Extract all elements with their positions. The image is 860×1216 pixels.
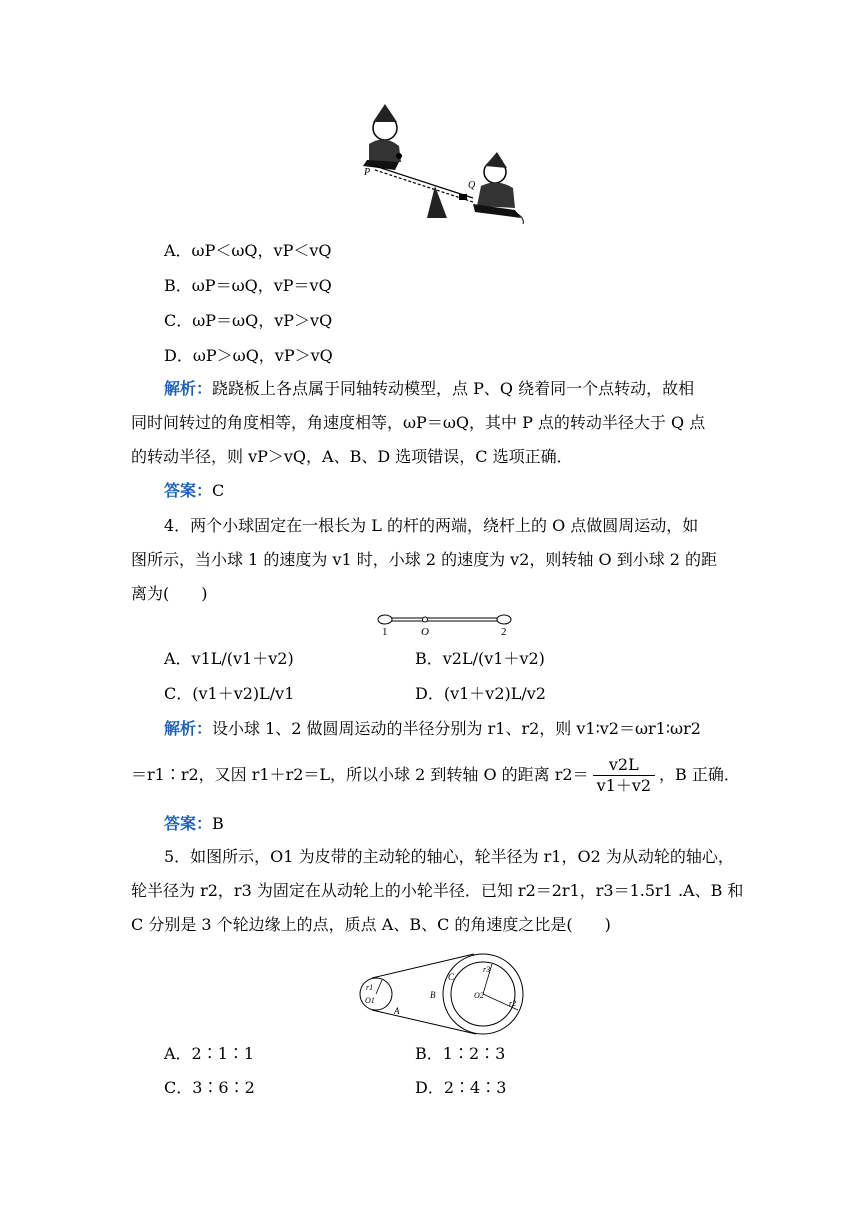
q4-answer	[164, 812, 224, 836]
pulley-label-o2: O2	[474, 991, 484, 1000]
q3-analysis-line-2: 同时间转过的角度相等，角速度相等，ωP＝ωQ，其中 P 点的转动半径大于 Q 点	[131, 413, 706, 432]
q3-analysis-line-1	[164, 377, 694, 401]
q4-analysis-text-3: ，B 正确．	[659, 765, 740, 784]
rod-label-1: 1	[382, 626, 388, 638]
q5-option-b: B．1∶2∶3	[415, 1044, 506, 1063]
q4-analysis-text-1: 设小球 1、2 做圆周运动的半径分别为 r1、r2，则 v1∶v2＝ωr1∶ωr2	[212, 719, 701, 738]
q4-option-b: B．v2L/(v1＋v2)	[415, 649, 545, 668]
q3-analysis-text-1: 跷跷板上各点属于同轴转动模型，点 P、Q 绕着同一个点转动，故相	[212, 379, 695, 398]
rod-label-o: O	[421, 626, 429, 638]
q3-answer-label: 答案：	[164, 481, 213, 500]
q5-option-a: A．2∶1∶1	[164, 1044, 255, 1063]
rod-figure	[375, 609, 520, 641]
q4-answer-label: 答案：	[164, 814, 213, 833]
q5-stem-line-2: 轮半径为 r2，r3 为固定在从动轮上的小轮半径．已知 r2＝2r1，r3＝1.5r1 .A、B 和	[131, 881, 744, 900]
q3-analysis-label: 解析：	[164, 379, 213, 398]
q4-analysis-line-1	[164, 717, 701, 741]
q4-stem-line-2: 图所示，当小球 1 的速度为 v1 时，小球 2 的速度为 v2，则转轴 O 到小球 2 的距	[131, 550, 718, 569]
q4-analysis-line-2	[131, 751, 740, 799]
fraction-numerator: v2L	[593, 755, 655, 776]
q5-stem-line-1: 5．如图所示，O1 为皮带的主动轮的轴心，轮半径为 r1，O2 为从动轮的轴心，	[164, 847, 734, 866]
pulley-label-a: A	[394, 1006, 400, 1016]
q4-analysis-text-2: ＝r1∶r2，又因 r1＋r2＝L，所以小球 2 到转轴 O 的距离 r2＝	[131, 765, 589, 784]
q4-analysis-label: 解析：	[164, 719, 213, 738]
q5-stem-line-3: C 分别是 3 个轮边缘上的点，质点 A、B、C 的角速度之比是( )	[131, 915, 611, 934]
pulley-label-r2: r2	[509, 999, 517, 1008]
q5-option-c: C．3∶6∶2	[164, 1078, 255, 1097]
q3-analysis-line-3: 的转动半径，则 vP＞vQ，A、B、D 选项错误，C 选项正确．	[131, 447, 573, 466]
r2-fraction	[593, 755, 655, 796]
label-q: Q	[468, 180, 476, 191]
q4-answer-value: B	[212, 814, 224, 833]
seesaw-figure	[355, 100, 535, 225]
q3-option-c: C．ωP＝ωQ，vP＞vQ	[164, 311, 333, 330]
q4-option-a: A．v1L/(v1＋v2)	[164, 649, 294, 668]
q3-option-b: B．ωP＝ωQ，vP＝vQ	[164, 276, 332, 295]
q4-option-c: C．(v1＋v2)L/v1	[164, 684, 295, 703]
q5-option-d: D．2∶4∶3	[415, 1078, 507, 1097]
fraction-denominator: v1＋v2	[596, 776, 652, 795]
pulley-label-r3: r3	[483, 965, 491, 974]
rod-label-2: 2	[501, 626, 507, 638]
pulley-figure	[356, 950, 536, 1035]
q4-stem-line-1: 4．两个小球固定在一根长为 L 的杆的两端，绕杆上的 O 点做圆周运动，如	[164, 516, 699, 535]
q3-option-a: A．ωP＜ωQ，vP＜vQ	[164, 241, 332, 260]
q3-answer-value: C	[212, 481, 225, 500]
q3-option-d: D．ωP＞ωQ，vP＞vQ	[164, 346, 333, 365]
q4-option-d: D．(v1＋v2)L/v2	[415, 684, 546, 703]
q4-stem-line-3: 离为( )	[131, 584, 208, 603]
pulley-label-c: C	[448, 972, 455, 982]
label-p: P	[364, 167, 371, 178]
pulley-label-r1: r1	[366, 983, 374, 992]
q3-answer	[164, 479, 224, 503]
pulley-label-o1: O1	[365, 996, 375, 1005]
pulley-label-b: B	[430, 990, 436, 1000]
